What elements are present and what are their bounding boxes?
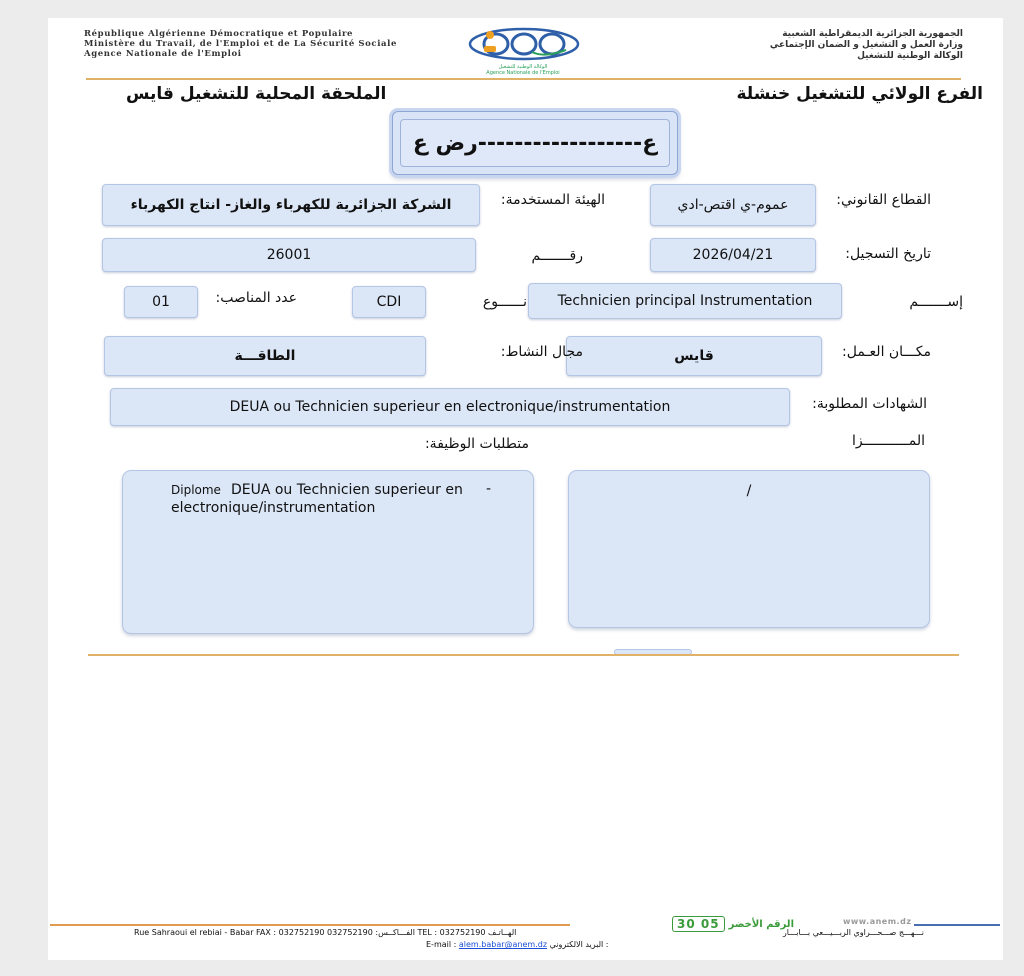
logo-caption-fr: Agence Nationale de l'Emploi [486, 70, 560, 76]
requirements-prefix: Diplome [171, 483, 221, 497]
activity-field: الطاقـــة [104, 336, 426, 376]
website-text: www.anem.dz [840, 917, 914, 926]
registration-date-field: 2026/04/21 [650, 238, 816, 272]
requirements-label: متطلبات الوظيفة: [424, 436, 529, 452]
benefits-label: المـــــــــــزا [852, 433, 925, 449]
benefits-value: / [746, 483, 752, 499]
header-fr-line: Agence Nationale de l'Emploi [84, 49, 242, 59]
workplace-field: قايس [566, 336, 822, 376]
contract-type-field: CDI [352, 286, 426, 318]
header-divider [86, 78, 961, 80]
activity-label: مجال النشاط: [500, 344, 583, 360]
number-label: رقـــــــم [531, 248, 583, 264]
tel-fr: TEL : 032752190 [417, 928, 486, 937]
header-fr-line: République Algérienne Démocratique et Populaire [84, 29, 354, 39]
header-ar-line: وزارة العمل و التشغيل و الضمان الإجتماعي [769, 40, 963, 50]
requirements-body: DEUA ou Technicien superieur en electronique/instrumentation [171, 482, 463, 516]
footer-divider-left [50, 924, 570, 926]
email-label-fr: E-mail : [426, 940, 457, 949]
green-number-label: الرقم الأخضر [728, 918, 794, 930]
logo-caption-ar: الوكالة الوطنية للتشغيل [498, 64, 548, 70]
fax-ar: الفـــاكــس: 032752190 [327, 928, 415, 937]
address-ar: نـــهـــج صـــحـــراوي الربـــيـــعي بـــابـــار [782, 928, 924, 937]
contract-type-label: نــــــوع [482, 294, 527, 310]
workplace-label: مكـــان العـمل: [842, 344, 931, 360]
requirements-dash: - [485, 481, 491, 497]
anem-logo-icon [466, 24, 582, 64]
sector-label: القطاع القانوني: [836, 192, 931, 208]
employer-field: الشركة الجزائرية للكهرباء والغاز- انتاج الكهرباء [102, 184, 480, 226]
wilaya-branch: الفرع الولائي للتشغيل خنشلة [736, 84, 983, 104]
address-fr: Rue Sahraoui el rebiai - Babar [134, 928, 254, 937]
benefits-area [568, 470, 930, 628]
job-name-field: Technicien principal Instrumentation [528, 283, 842, 319]
header-arabic [603, 29, 963, 62]
diplomas-label: الشهادات المطلوبة: [812, 396, 927, 412]
logo-caption [453, 64, 593, 76]
posts-count-field: 01 [124, 286, 198, 318]
content-divider [88, 654, 959, 656]
footer-address-fr [134, 928, 516, 937]
offer-title-box [392, 111, 678, 175]
header-fr-line: Ministère du Travail, de l'Emploi et de La Sécurité Sociale [84, 39, 397, 49]
local-annex: الملحقة المحلية للتشغيل قايس [126, 84, 387, 104]
registration-date-label: تاريخ التسجيل: [845, 246, 931, 262]
header-ar-line: الوكالة الوطنية للتشغيل [857, 51, 963, 61]
fax-fr: FAX : 032752190 [256, 928, 325, 937]
email-label-ar: البريد الالكتروني : [549, 940, 609, 949]
email-link[interactable]: alem.babar@anem.dz [458, 940, 548, 949]
posts-count-label: عدد المناصب: [215, 290, 297, 306]
employer-label: الهيئة المستخدمة: [500, 192, 605, 208]
header-french [84, 29, 444, 59]
sector-field: عموم-ي اقتص-ادي [650, 184, 816, 226]
number-field: 26001 [102, 238, 476, 272]
offer-title: ع------------------رض ع [400, 119, 670, 167]
diplomas-field: DEUA ou Technicien superieur en electronique/instrumentation [110, 388, 790, 426]
header-ar-line: الجمهورية الجزائرية الديمقراطية الشعبية [782, 29, 963, 39]
footer-address-line [134, 928, 924, 937]
green-number: 30 05 [672, 916, 725, 932]
tel-ar: الهــاتـف [488, 928, 517, 937]
requirements-text [171, 481, 511, 517]
footer-email-line [426, 940, 609, 949]
document-page [48, 18, 1003, 960]
requirements-area [122, 470, 534, 634]
job-name-label: إســـــــم [909, 294, 963, 310]
